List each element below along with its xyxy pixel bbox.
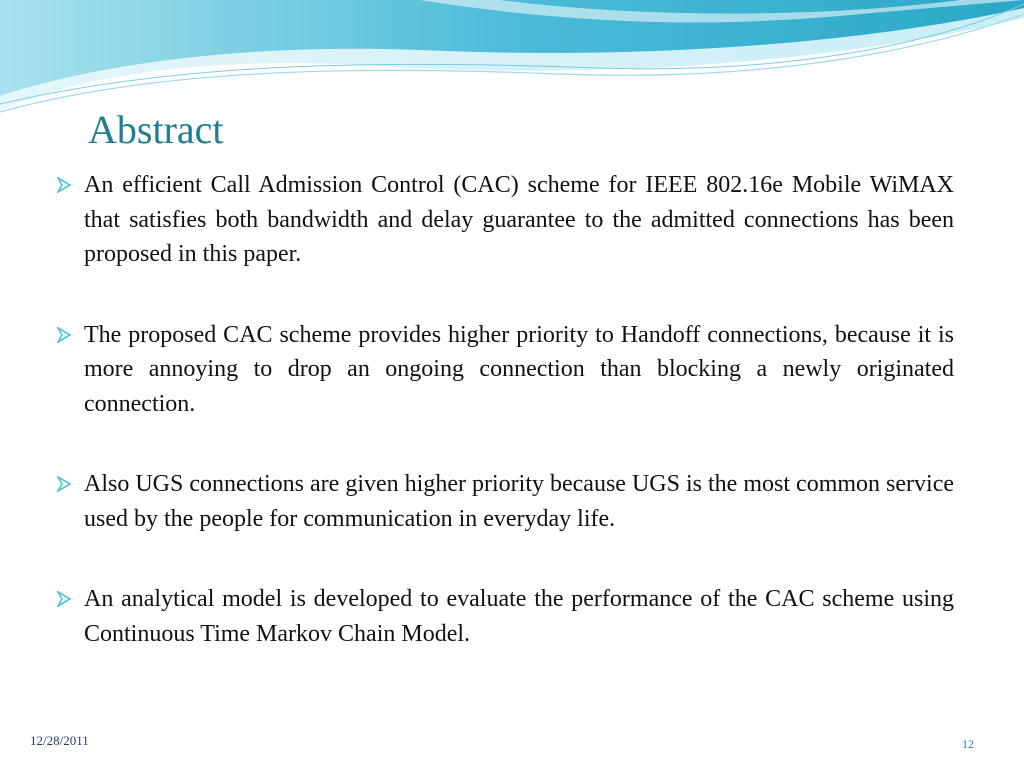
arrow-bullet-icon <box>56 476 72 492</box>
bullet-item <box>56 582 954 651</box>
arrow-bullet-icon <box>56 177 72 193</box>
slide-title: Abstract <box>88 107 224 152</box>
bullet-list <box>56 168 954 697</box>
bullet-item <box>56 467 954 536</box>
header-wave-decoration <box>0 0 1024 120</box>
bullet-text: Also UGS connections are given higher priority because UGS is the most common service used by the people for communication in everyday life. <box>84 471 954 532</box>
wave-band-dark <box>0 0 1024 96</box>
bullet-item <box>56 168 954 272</box>
page-number: 12 <box>962 737 974 751</box>
bullet-text: The proposed CAC scheme provides higher priority to Handoff connections, because it is more annoying to drop an ongoing connection than blocking a newly originated connection. <box>84 321 954 417</box>
arrow-bullet-icon <box>56 327 72 343</box>
bullet-text: An efficient Call Admission Control (CAC) scheme for IEEE 802.16e Mobile WiMAX that satisfies both bandwidth and delay guarantee to the admitted connections has been proposed in this paper. <box>84 172 954 267</box>
arrow-bullet-icon <box>56 591 72 607</box>
footer-date: 12/28/2011 <box>30 733 89 748</box>
bullet-item <box>56 318 954 422</box>
bullet-text: An analytical model is developed to evaluate the performance of the CAC scheme using Continuous Time Markov Chain Model. <box>84 586 954 647</box>
